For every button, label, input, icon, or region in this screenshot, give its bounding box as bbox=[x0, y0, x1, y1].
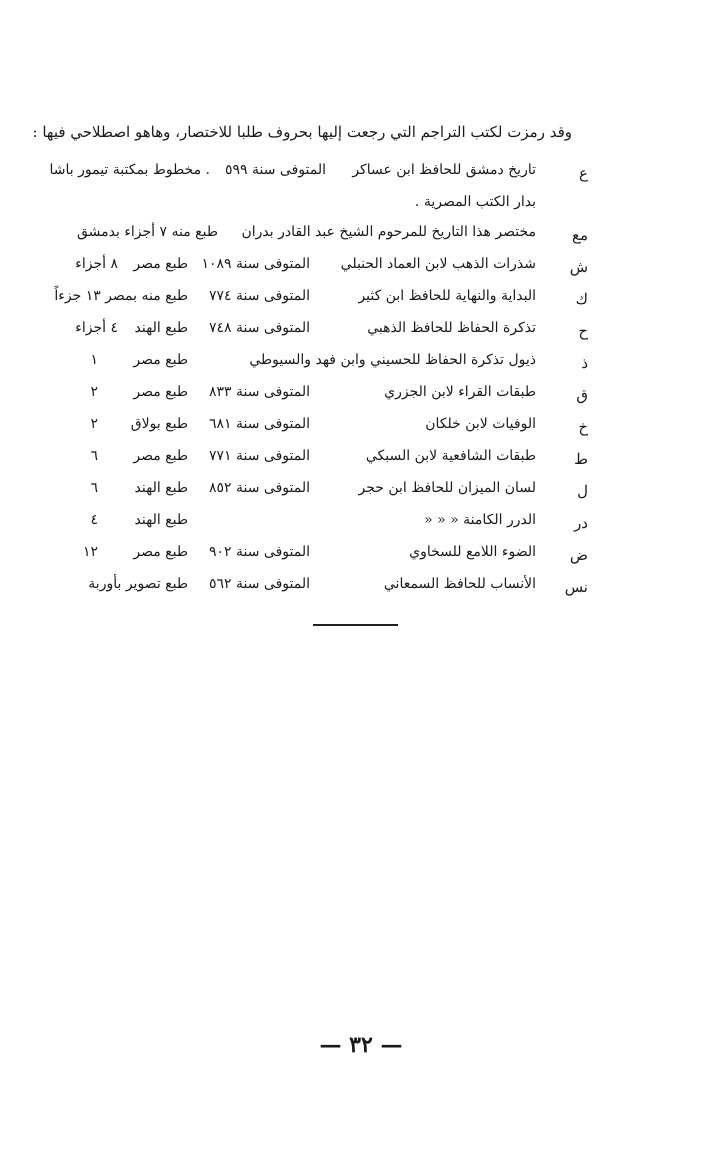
page-number: — ٣٢ — bbox=[319, 1032, 403, 1058]
entry-abbreviation: ل bbox=[577, 482, 588, 500]
list-item-continuation bbox=[0, 190, 588, 220]
list-item bbox=[0, 252, 588, 284]
entry-death-year: المتوفى سنة ٦٨١ bbox=[209, 416, 310, 432]
entry-abbreviation: ض bbox=[569, 546, 588, 564]
entry-parts: ٨ أجزاء bbox=[75, 256, 118, 272]
list-item bbox=[0, 572, 588, 604]
entry-parts: ٦ bbox=[90, 480, 98, 496]
intro-paragraph: وقد رمزت لكتب التراجم التي رجعت إليها بحروف طلبا للاختصار، وهاهو اصطلاحي فيها : bbox=[32, 123, 572, 141]
entry-title: ذيول تذكرة الحفاظ للحسيني وابن فهد والسيوطي bbox=[249, 352, 536, 368]
entry-parts: ٤ أجزاء bbox=[75, 320, 118, 336]
entry-abbreviation: در bbox=[574, 514, 588, 532]
entry-title: طبقات الشافعية لابن السبكي bbox=[365, 448, 536, 464]
entry-edition: طبع مصر bbox=[133, 448, 188, 464]
entry-abbreviation: مع bbox=[571, 226, 588, 244]
entry-title: البداية والنهاية للحافظ ابن كثير bbox=[358, 288, 536, 304]
entry-abbreviation: ح bbox=[578, 322, 588, 340]
entry-abbreviation: ط bbox=[574, 450, 588, 468]
entry-abbreviation: خ bbox=[578, 418, 588, 436]
entry-title: مختصر هذا التاريخ للمرحوم الشيخ عبد القادر بدران bbox=[241, 224, 536, 240]
list-item bbox=[0, 158, 588, 190]
entry-abbreviation: ذ bbox=[581, 354, 588, 372]
entry-death-year: المتوفى سنة ٥٦٢ bbox=[209, 576, 310, 592]
entry-edition: طبع منه ٧ أجزاء بدمشق bbox=[76, 224, 218, 240]
entry-death-year: المتوفى سنة ٨٥٢ bbox=[209, 480, 310, 496]
list-item bbox=[0, 476, 588, 508]
entry-parts: ١٢ bbox=[82, 544, 98, 560]
entry-abbreviation: نس bbox=[564, 578, 588, 596]
entry-death-year: المتوفى سنة ٧٧١ bbox=[209, 448, 310, 464]
entry-death-year: المتوفى سنة ٨٣٣ bbox=[209, 384, 310, 400]
entry-title: شذرات الذهب لابن العماد الحنبلي bbox=[340, 256, 536, 272]
entry-title: لسان الميزان للحافظ ابن حجر bbox=[358, 480, 536, 496]
entry-edition: طبع مصر bbox=[133, 352, 188, 368]
entry-edition: طبع الهند bbox=[134, 512, 188, 528]
list-item bbox=[0, 284, 588, 316]
list-item bbox=[0, 412, 588, 444]
entry-parts: ١ bbox=[90, 352, 98, 368]
entry-title: طبقات القراء لابن الجزري bbox=[384, 384, 536, 400]
list-item bbox=[0, 444, 588, 476]
list-item bbox=[0, 380, 588, 412]
entry-title: تذكرة الحفاظ للحافظ الذهبي bbox=[367, 320, 536, 336]
entry-edition: طبع مصر bbox=[133, 384, 188, 400]
entry-edition: طبع الهند bbox=[134, 480, 188, 496]
list-item bbox=[0, 220, 588, 252]
entry-title: الضوء اللامع للسخاوي bbox=[409, 544, 536, 560]
entry-death-year: المتوفى سنة ٥٩٩ bbox=[225, 162, 326, 178]
entry-abbreviation: ق bbox=[576, 386, 588, 404]
entry-title: تاريخ دمشق للحافظ ابن عساكر bbox=[352, 162, 536, 178]
entry-parts: ٢ bbox=[90, 416, 98, 432]
section-divider bbox=[313, 624, 398, 626]
abbreviations-list bbox=[0, 158, 588, 604]
entry-death-year: المتوفى سنة ٧٧٤ bbox=[209, 288, 310, 304]
entry-title: الدرر الكامنة « « « bbox=[424, 512, 536, 528]
entry-title: الأنساب للحافظ السمعاني bbox=[383, 576, 536, 592]
entry-death-year: المتوفى سنة ٩٠٢ bbox=[209, 544, 310, 560]
entry-edition: . مخطوط بمكتبة تيمور باشا bbox=[49, 162, 210, 178]
entry-title-continuation: بدار الكتب المصرية . bbox=[414, 194, 536, 210]
entry-abbreviation: ك bbox=[575, 290, 588, 308]
entry-edition: طبع تصوير بأوربة bbox=[88, 576, 188, 592]
entry-edition: طبع مصر bbox=[133, 256, 188, 272]
list-item bbox=[0, 540, 588, 572]
entry-edition: طبع منه بمصر ١٣ جزءاً bbox=[54, 288, 188, 304]
entry-parts: ٦ bbox=[90, 448, 98, 464]
entry-title: الوفيات لابن خلكان bbox=[425, 416, 536, 432]
entry-death-year: المتوفى سنة ١٠٨٩ bbox=[201, 256, 310, 272]
entry-parts: ٤ bbox=[90, 512, 98, 528]
list-item bbox=[0, 508, 588, 540]
entry-edition: طبع بولاق bbox=[130, 416, 188, 432]
entry-edition: طبع الهند bbox=[134, 320, 188, 336]
entry-abbreviation: ع bbox=[579, 164, 588, 182]
list-item bbox=[0, 316, 588, 348]
list-item bbox=[0, 348, 588, 380]
entry-parts: ٢ bbox=[90, 384, 98, 400]
entry-edition: طبع مصر bbox=[133, 544, 188, 560]
entry-death-year: المتوفى سنة ٧٤٨ bbox=[209, 320, 310, 336]
entry-abbreviation: ش bbox=[569, 258, 588, 276]
